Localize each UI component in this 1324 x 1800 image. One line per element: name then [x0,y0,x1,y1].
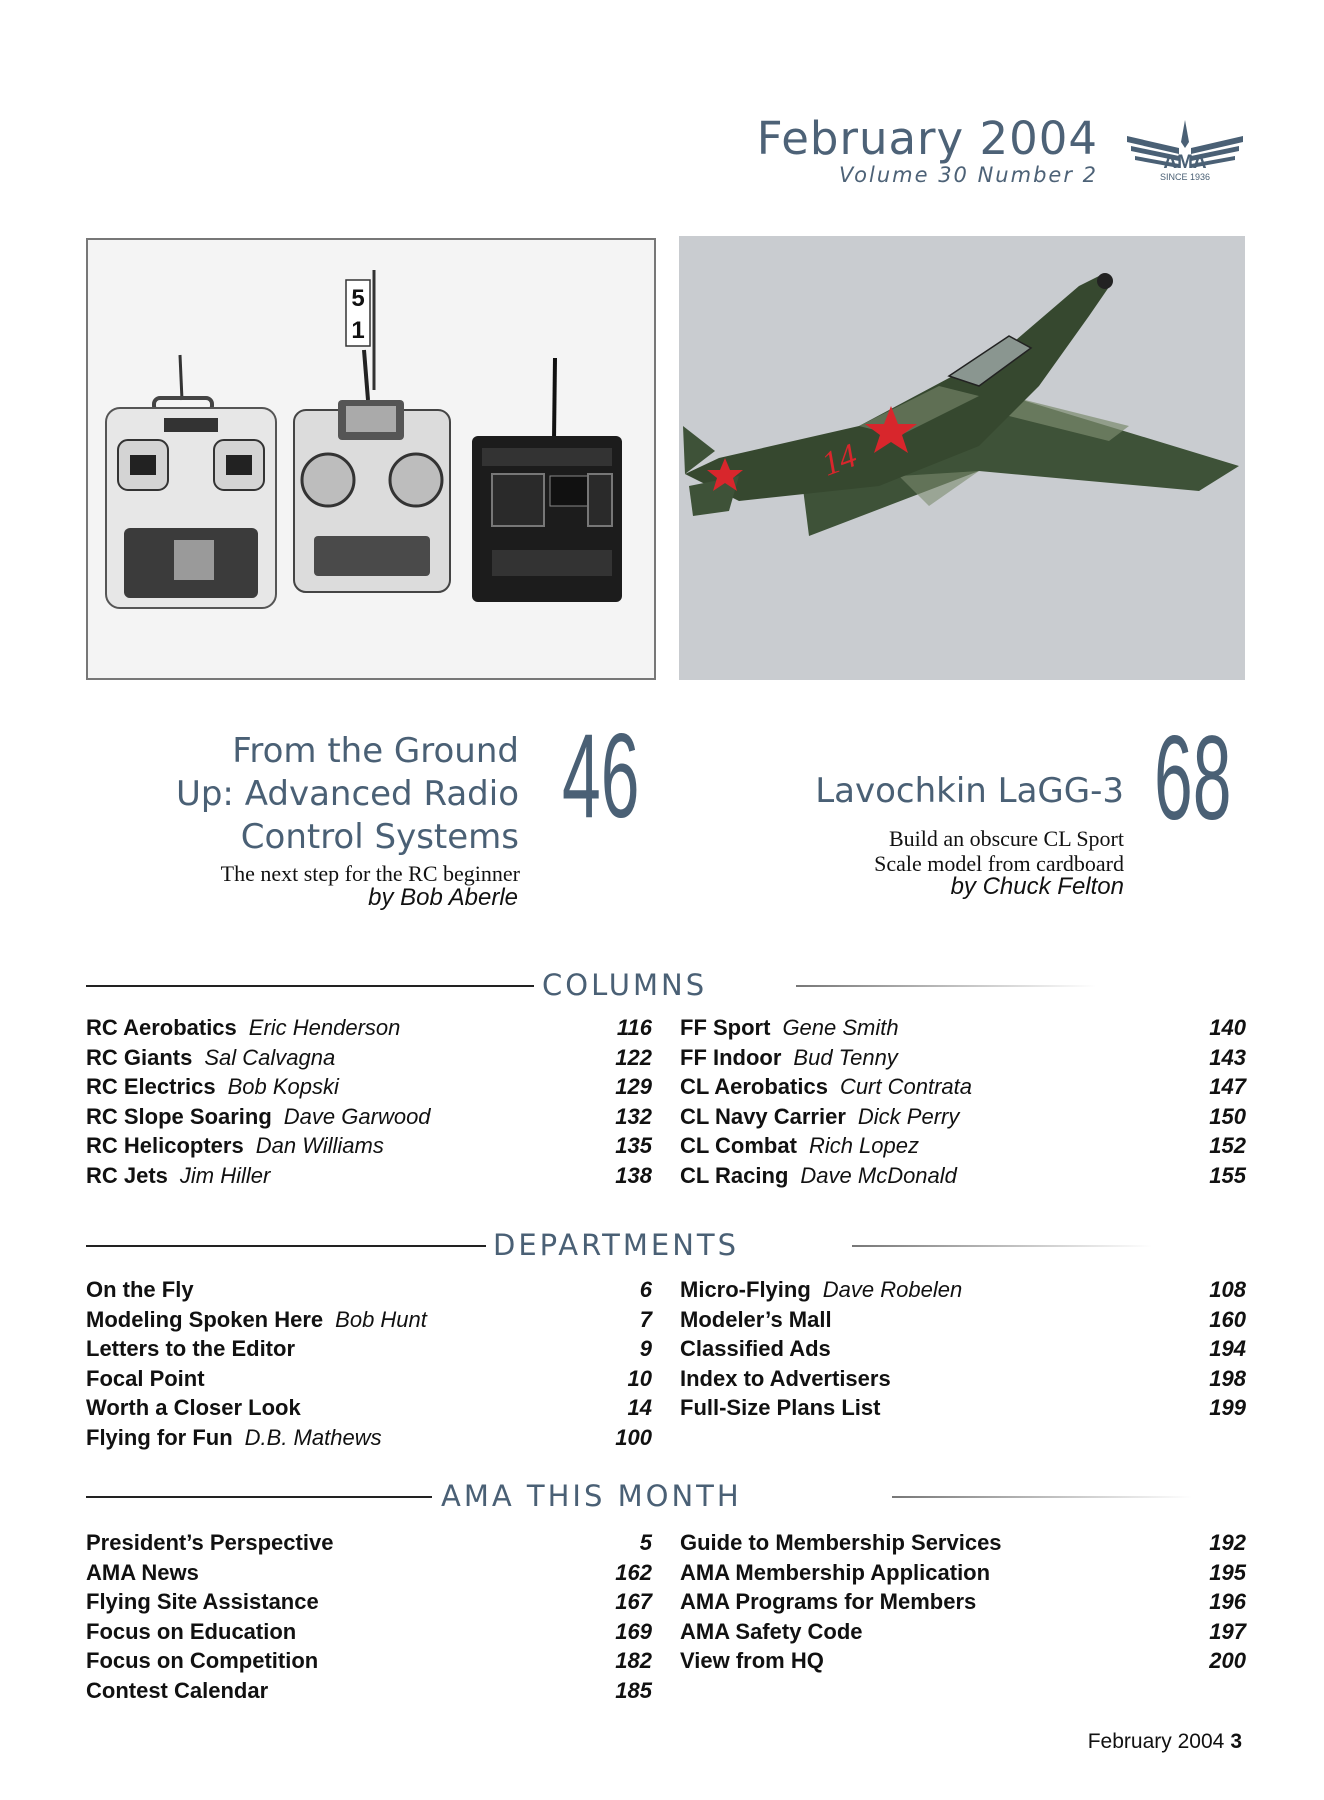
toc-entry [86,1560,652,1590]
toc-entry-title: CL Racing [680,1163,789,1188]
feature-1-title-line: Control Systems [240,817,519,857]
toc-entry-page-number: 195 [1209,1559,1246,1585]
toc-entry [86,1336,652,1366]
toc-entry-page-number: 140 [1209,1015,1246,1040]
toc-entry [680,1307,1246,1337]
section-heading-departments [86,1230,1246,1260]
toc-entry-page-number: 14 [627,1395,652,1421]
feature-1-title [176,730,519,859]
toc-entry-title: Modeler’s Mall [680,1306,832,1332]
toc-entry-title: RC Aerobatics [86,1015,237,1040]
toc-entry-author: Gene Smith [782,1015,899,1040]
toc-entry-title: Micro-Flying [680,1277,811,1302]
toc-entry [86,1395,652,1425]
toc-entry-title: AMA Membership Application [680,1559,991,1585]
toc-entry [86,1104,652,1134]
divider-rule [796,985,1096,987]
toc-entry-page-number: 138 [615,1163,652,1188]
toc-entry-author: Dave McDonald [800,1163,957,1188]
feature-2-page-number: 68 [1154,711,1232,845]
toc-entry-page-number: 150 [1209,1103,1246,1129]
toc-entry-page-number: 116 [616,1015,652,1040]
section-label: COLUMNS [542,968,708,1002]
toc-entry-page-number: 155 [1209,1163,1246,1188]
feature-1-page-number: 46 [562,709,640,843]
toc-entry-page-number: 167 [615,1589,652,1615]
toc-entry [680,1395,1246,1425]
toc-entry [680,1648,1246,1678]
toc-entry [86,1589,652,1619]
toc-entry-page-number: 147 [1209,1074,1246,1100]
page-folio [1088,1730,1242,1754]
toc-entry-author: Bud Tenny [793,1044,898,1070]
toc-entry [86,1307,652,1337]
toc-entry-title: Full-Size Plans List [680,1395,881,1421]
toc-entry [680,1015,1246,1045]
toc-entry-author: Rich Lopez [808,1133,920,1159]
feature-2-subtitle-line: Build an obscure CL Sport [888,826,1124,851]
toc-entry [680,1074,1246,1104]
toc-entry-page-number: 129 [615,1074,652,1100]
toc-entry-title: President’s Perspective [86,1530,334,1555]
toc-entry [680,1366,1246,1396]
toc-entry-page-number: 132 [615,1103,652,1129]
toc-entry [86,1045,652,1075]
toc-entry [680,1530,1246,1560]
toc-entry-title: View from HQ [680,1648,824,1674]
toc-entry-author: Curt Contrata [839,1074,972,1100]
toc-entry-page-number: 200 [1209,1648,1246,1674]
toc-entry-author: Bob Kopski [227,1074,339,1100]
section-label: AMA THIS MONTH [441,1479,742,1513]
toc-entry [680,1277,1246,1307]
toc-entry-title: Focus on Competition [86,1648,319,1674]
toc-entry-page-number: 185 [615,1678,652,1703]
toc-entry-author: Eric Henderson [248,1015,401,1040]
toc-entry-page-number: 199 [1209,1395,1246,1421]
toc-entry [680,1560,1246,1590]
toc-entry-page-number: 197 [1209,1618,1246,1644]
toc-entry-page-number: 162 [615,1559,652,1585]
toc-entry-page-number: 152 [1209,1133,1246,1159]
toc-entry-title: FF Indoor [680,1044,782,1070]
toc-entry-author: Dave Garwood [283,1103,431,1129]
toc-entry-title: Worth a Closer Look [86,1395,301,1421]
toc-entry-title: RC Slope Soaring [86,1103,272,1129]
toc-entry-author: Dave Robelen [822,1277,963,1302]
toc-entry-title: CL Navy Carrier [680,1103,846,1129]
divider-rule [892,1496,1192,1498]
issue-title: February 2004 [756,112,1098,165]
toc-entry [680,1589,1246,1619]
toc-entry-title: Focus on Education [86,1618,297,1644]
divider-rule [86,1496,432,1498]
toc-entry-page-number: 143 [1209,1044,1246,1070]
divider-rule [86,985,534,987]
section-heading-ama-this-month [86,1481,1246,1511]
toc-entry-title: Classified Ads [680,1336,831,1362]
section-heading-columns [86,970,1246,1000]
toc-entry-page-number: 198 [1209,1365,1246,1391]
toc-entry [86,1530,652,1560]
feature-1-title-line: Up: Advanced Radio [175,774,519,814]
toc-entry-author: Dan Williams [255,1133,384,1159]
toc-entry-title: FF Sport [680,1015,771,1040]
toc-entry-title: Index to Advertisers [680,1365,891,1391]
toc-entry [86,1163,652,1193]
toc-entry-page-number: 135 [615,1133,652,1159]
toc-entry-title: Flying Site Assistance [86,1589,319,1615]
toc-entry-author: Bob Hunt [335,1306,427,1332]
toc-entry-title: CL Combat [680,1133,797,1159]
toc-entry [86,1366,652,1396]
toc-entry [680,1045,1246,1075]
toc-entry [86,1425,652,1455]
toc-entry-title: On the Fly [86,1277,194,1302]
toc-entry-page-number: 7 [639,1306,652,1332]
toc-entry-title: Modeling Spoken Here [86,1306,324,1332]
toc-entry-page-number: 100 [615,1425,652,1450]
toc-entry-title: Contest Calendar [86,1678,269,1703]
toc-entry [86,1074,652,1104]
toc-entry-title: Letters to the Editor [86,1336,296,1362]
toc-entry-title: AMA News [86,1559,199,1585]
toc-entry-page-number: 169 [615,1618,652,1644]
toc-entry-author: Dick Perry [857,1103,960,1129]
toc-entry [680,1163,1246,1193]
toc-entry-page-number: 182 [615,1648,652,1674]
folio-page-number: 3 [1230,1730,1242,1753]
sign-digit-bottom: 1 [351,317,365,344]
plane-number: 14 [817,437,862,484]
toc-entry-page-number: 192 [1209,1530,1246,1555]
folio-issue: February 2004 [1087,1730,1225,1753]
radio-transmitters-photo [86,238,656,680]
toc-entry [86,1648,652,1678]
toc-entry [680,1336,1246,1366]
feature-1-subtitle: The next step for the RC beginner [220,861,520,886]
divider-rule [852,1245,1152,1247]
toc-entry-title: CL Aerobatics [680,1074,828,1100]
toc-entry-author: Jim Hiller [179,1163,271,1188]
lagg3-model-photo [679,236,1245,680]
toc-entry-page-number: 194 [1209,1336,1246,1362]
toc-entry-title: RC Giants [86,1044,193,1070]
section-label: DEPARTMENTS [493,1228,740,1262]
toc-entry [680,1619,1246,1649]
toc-entry [86,1619,652,1649]
toc-entry [680,1133,1246,1163]
toc-entry-page-number: 10 [627,1365,652,1391]
toc-entry-title: Flying for Fun [86,1425,233,1450]
toc-entry-title: AMA Programs for Members [680,1589,977,1615]
ama-logo [1123,118,1247,184]
logo-since: SINCE 1936 [1159,172,1211,182]
toc-entry-page-number: 196 [1209,1589,1246,1615]
feature-1-author: by Bob Aberle [368,884,518,911]
logo-text: AMA [1163,152,1207,173]
toc-entry-page-number: 6 [639,1277,652,1302]
toc-entry-author: D.B. Mathews [244,1425,382,1450]
toc-entry [86,1678,652,1708]
toc-entry-title: RC Helicopters [86,1133,244,1159]
toc-entry-title: Focal Point [86,1365,205,1391]
feature-1-title-line: From the Ground [232,731,519,771]
sign-digit-top: 5 [351,285,365,312]
toc-entry-title: Guide to Membership Services [680,1530,1002,1555]
toc-entry [680,1104,1246,1134]
toc-entry-page-number: 5 [639,1530,652,1555]
toc-entry-page-number: 108 [1209,1277,1246,1302]
toc-entry-author: Sal Calvagna [204,1044,336,1070]
toc-entry [86,1015,652,1045]
feature-2-subtitle [874,826,1124,876]
issue-volume: Volume 30 Number 2 [839,163,1098,187]
toc-entry [86,1277,652,1307]
toc-entry-page-number: 9 [639,1336,652,1362]
toc-entry-title: RC Electrics [86,1074,216,1100]
toc-entry-title: AMA Safety Code [680,1618,863,1644]
feature-2-author: by Chuck Felton [950,873,1124,900]
feature-2-subtitle-line: Scale model from cardboard [874,851,1124,876]
toc-entry-page-number: 160 [1209,1306,1246,1332]
toc-entry [86,1133,652,1163]
toc-entry-title: RC Jets [86,1163,168,1188]
feature-2-title: Lavochkin LaGG-3 [815,771,1124,811]
divider-rule [86,1245,486,1247]
toc-entry-page-number: 122 [615,1044,652,1070]
